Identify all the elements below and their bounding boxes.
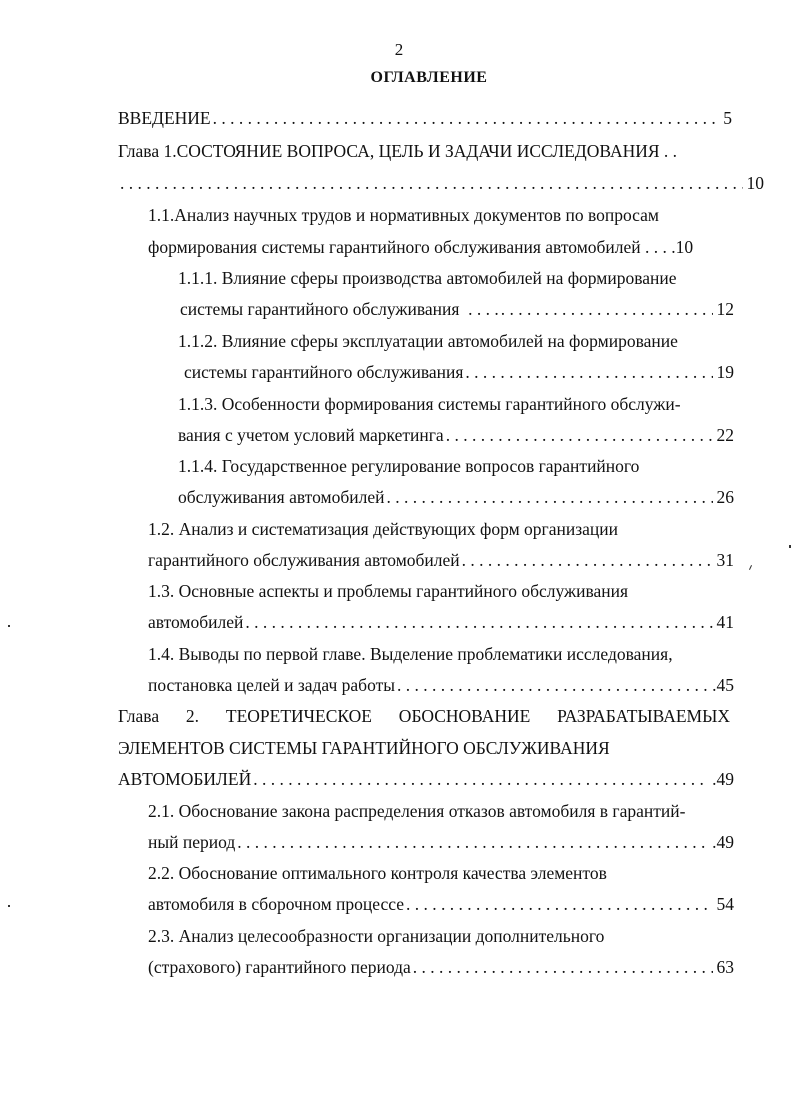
toc-entry-text: вания с учетом условий маркетинга xyxy=(178,425,444,445)
toc-entry-text: 1.1.1. Влияние сферы производства автомобилей на формирование xyxy=(178,268,677,288)
toc-entry-1-1-3-cont[interactable] xyxy=(178,424,734,446)
toc-entry-text: автомобиля в сборочном процессе xyxy=(148,894,404,914)
scan-speck xyxy=(749,565,752,570)
toc-entry-text: 1.4. Выводы по первой главе. Выделение проблематики исследования, xyxy=(148,644,673,664)
toc-entry-text: обслуживания автомобилей xyxy=(178,487,385,507)
toc-entry-1-2[interactable] xyxy=(148,518,748,540)
toc-entry-1-3-cont[interactable] xyxy=(148,611,734,633)
toc-page-number: 41 xyxy=(716,612,734,632)
toc-entry-1-1-3[interactable] xyxy=(178,393,738,415)
toc-entry-1-1-4-cont[interactable] xyxy=(178,486,734,508)
toc-entry-1-1-2[interactable] xyxy=(178,330,738,352)
leader-dots xyxy=(446,424,713,446)
toc-entry-2-1[interactable] xyxy=(148,800,788,822)
toc-entry-text: гарантийного обслуживания автомобилей xyxy=(148,550,460,570)
leader-dots xyxy=(253,768,708,790)
toc-entry-2-3[interactable] xyxy=(148,925,748,947)
toc-page-number: 26 xyxy=(716,487,734,507)
toc-entry-1-1-1[interactable] xyxy=(178,267,738,289)
toc-page-number: 63 xyxy=(716,957,734,977)
leader-dots xyxy=(120,172,743,194)
toc-entry-chapter2-cont1[interactable] xyxy=(118,737,738,759)
toc-entry-text: 1.2. Анализ и систематизация действующих форм организации xyxy=(148,519,618,539)
toc-page-number: .49 xyxy=(712,769,734,789)
toc-entry-1-4[interactable] xyxy=(148,643,788,665)
toc-entry-text: формирования системы гарантийного обслуживания автомобилей . . . . xyxy=(148,237,676,257)
toc-page-number: 5 xyxy=(723,108,732,128)
toc-entry-text: Глава 1.СОСТОЯНИЕ ВОПРОСА, ЦЕЛЬ И ЗАДАЧИ ИССЛЕДОВАНИЯ . . xyxy=(118,141,678,161)
leader-dots xyxy=(386,486,712,508)
leader-dots xyxy=(245,611,712,633)
leader-dots xyxy=(213,107,720,129)
toc-page-number: 31 xyxy=(716,550,734,570)
toc-entry-text: 1.1.4. Государственное регулирование вопросов гарантийного xyxy=(178,456,640,476)
toc-entry-1-1-cont[interactable] xyxy=(148,236,738,258)
toc-page-number: 12 xyxy=(716,299,734,319)
toc-page-number: 10 xyxy=(675,237,694,257)
leader-dots xyxy=(462,549,713,571)
toc-entry-1-1[interactable] xyxy=(148,204,768,226)
toc-entry-text: 1.1.2. Влияние сферы эксплуатации автомобилей на формирование xyxy=(178,331,678,351)
toc-entry-1-1-4[interactable] xyxy=(178,455,738,477)
toc-entry-text: АВТОМОБИЛЕЙ xyxy=(118,769,252,789)
toc-entry-2-3-cont[interactable] xyxy=(148,956,734,978)
leader-dots xyxy=(501,298,713,320)
page-number: 2 xyxy=(394,40,404,59)
toc-page-number: .49 xyxy=(712,832,734,852)
scan-speck xyxy=(789,545,791,548)
toc-entry-1-2-cont[interactable] xyxy=(148,549,734,571)
toc-entry-2-1-cont[interactable] xyxy=(148,831,734,853)
toc-entry-text: ный период xyxy=(148,832,236,852)
leader-dots xyxy=(237,831,708,853)
toc-page-number: .45 xyxy=(712,675,734,695)
leader-dots xyxy=(397,674,708,696)
toc-page-number: 22 xyxy=(716,425,734,445)
toc-entry-text: ЭЛЕМЕНТОВ СИСТЕМЫ ГАРАНТИЙНОГО ОБСЛУЖИВАНИЯ xyxy=(118,738,610,758)
toc-entry-text: 2.3. Анализ целесообразности организации дополнительного xyxy=(148,926,605,946)
toc-entry-text: 1.1.3. Особенности формирования системы гарантийного обслужи- xyxy=(178,394,681,414)
toc-entry-text: 1.3. Основные аспекты и проблемы гарантийного обслуживания xyxy=(148,581,629,601)
toc-entry-chapter1-cont[interactable] xyxy=(118,172,764,194)
toc-entry-2-2[interactable] xyxy=(148,862,748,884)
toc-entry-2-2-cont[interactable] xyxy=(148,893,734,915)
toc-entry-text: 2.1. Обоснование закона распределения отказов автомобиля в гарантий- xyxy=(148,801,686,821)
toc-entry-text: 2.2. Обоснование оптимального контроля качества элементов xyxy=(148,863,607,883)
leader-dots xyxy=(413,956,713,978)
toc-entry-text: (страхового) гарантийного периода xyxy=(148,957,411,977)
leader-dots xyxy=(465,361,712,383)
toc-entry-1-4-cont[interactable] xyxy=(148,674,734,696)
toc-title: ОГЛАВЛЕНИЕ xyxy=(370,69,488,86)
toc-entry-chapter2-cont2[interactable] xyxy=(118,768,734,790)
toc-page-number: 54 xyxy=(716,894,734,914)
toc-page-number: 10 xyxy=(746,173,764,193)
toc-entry-intro[interactable] xyxy=(118,107,732,129)
toc-entry-1-3[interactable] xyxy=(148,580,748,602)
toc-entry-text: Глава 2. ТЕОРЕТИЧЕСКОЕ ОБОСНОВАНИЕ РАЗРАБАТЫВАЕМЫХ xyxy=(118,706,730,726)
scan-speck xyxy=(8,625,10,627)
scan-speck xyxy=(8,905,10,907)
toc-entry-text: системы гарантийного обслуживания . . . . xyxy=(180,299,499,319)
toc-entry-text: постановка целей и задач работы xyxy=(148,675,395,695)
toc-entry-text: ВВЕДЕНИЕ xyxy=(118,108,211,128)
toc-entry-chapter1[interactable] xyxy=(118,140,758,162)
toc-entry-chapter2[interactable] xyxy=(118,705,730,727)
toc-entry-text: 1.1.Анализ научных трудов и нормативных документов по вопросам xyxy=(148,205,660,225)
toc-entry-text: системы гарантийного обслуживания xyxy=(184,362,464,382)
leader-dots xyxy=(406,893,713,915)
toc-entry-1-1-2-cont[interactable] xyxy=(184,361,734,383)
toc-page-number: 19 xyxy=(716,362,734,382)
toc-entry-1-1-1-cont[interactable] xyxy=(180,298,734,320)
toc-entry-text: автомобилей xyxy=(148,612,244,632)
